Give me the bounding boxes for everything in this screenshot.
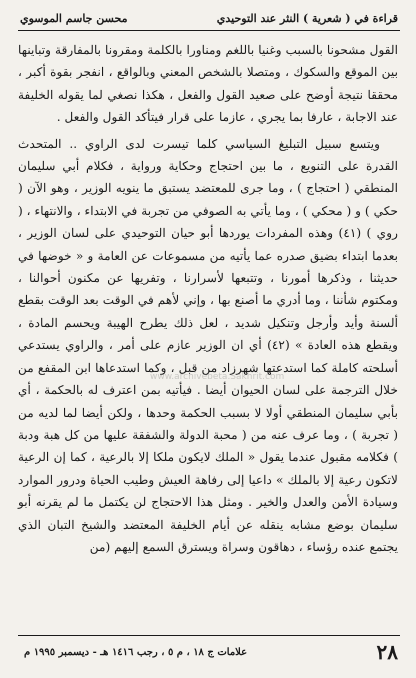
header-title: قراءة في ( شعرية ) النثر عند التوحيدي [216, 12, 398, 25]
body-text [14, 39, 404, 558]
header-author: محسن جاسم الموسوي [20, 12, 128, 25]
watermark-text: www.archivebeta.Sakhrit.com [150, 372, 285, 382]
issue-info: علامات ج ١٨ ، م ٥ ، رجب ١٤١٦ هـ - ديسمبر ١٩٩٥ م [24, 646, 248, 658]
page-footer [14, 635, 404, 662]
footer-rule [18, 635, 400, 636]
paragraph-2: ويتسع سبيل التبليغ السياسي كلما تيسرت لدى الراوي .. المتحدث القدرة على التنويع ، ما بين احتجاج وحكاية ورواية ، فكلام أبي سليمان المنطقي ( احتجاج ) ، وما جرى للمعتضد يستبق ما ينويه الوزير ، وهو الآن ( حكي ) و ( محكي ) ، وما يأتي به الصوفي من تجربة في الابتداء ، والانتهاء ، ( روي ) (٤١) وهذه المفردات يوردها أبو حيان التوحيدي على لسان الوزير ، بعدما ابتداء بضيق صدره عما يأتيه من مسموعات عن العامة و « خوضها في حديثنا ، وذكرها أمورنا ، وتتبعها لأسرارنا ، وتفريها عن مكنون أحوالنا ، ومكتوم شأننا ، وما أدري ما أصنع بها ، وإني لأهم في الوقت بعد الوقت بقطع ألسنة وأيد وأرجل وتنكيل شديد ، لعل ذلك يطرح الهيبة ويحسم المادة ، ويقطع هذه العادة » (٤٢) أي ان الوزير عازم على أمر ، والراوي يستدعي أسلحته كاملة كما استدعتها شهرزاد من قبل ، وكما استدعاها ابن المقفع من خلال الترجمة على لسان الحيوان أيضا . فيأتيه بمن اعترف له بالحكمة ، أي بأبي سليمان المنطقي أولا لا بسبب الحكمة وحدها ، ولكن أيضا لما لديه من ( تجربة ) ، وما عرف عنه من ( محبة الدولة والشفقة عليها من كل هبة ودبة ) فكلامه مقبول عندما يقول « الملك لايكون ملكا إلا بالرعية ، كما إن الرعية لاتكون رعية إلا بالملك » داعيا إلى رفاهة العيش وطيب الحياة ودرور الموارد وسيادة الأمن والعدل والخير . ومثل هذا الاحتجاج لن يكتمل ما لم يقرنه أبو سليمان بوضع مشابه ينقله عن أيام الخليفة المعتضد والشيخ التبان الذي يجتمع عنده رؤساء ، دهاقون وسراة ويسترق السمع إليهم (من [18, 136, 398, 554]
page-number: ٢٨ [376, 640, 398, 664]
header-rule [18, 30, 400, 31]
running-header [14, 12, 404, 30]
paragraph-1: القول مشحونا بالسبب وغنيا باللغم ومناورا بالكلمة ومقرونا بالمفارقة وتباينها بين الموقع والسكوك ، ومتصلا بالشخص المعني وبالواقع ، انفجر بقوة أكبر ، محققا نتيجة أوضح على صعيد القول والفعل ، هكذا نصغي لما يقوله الخليفة عند الاجابة ، عارفا بما يجري ، عازما على قرار فيتأكد القول والفعل . [18, 43, 398, 125]
